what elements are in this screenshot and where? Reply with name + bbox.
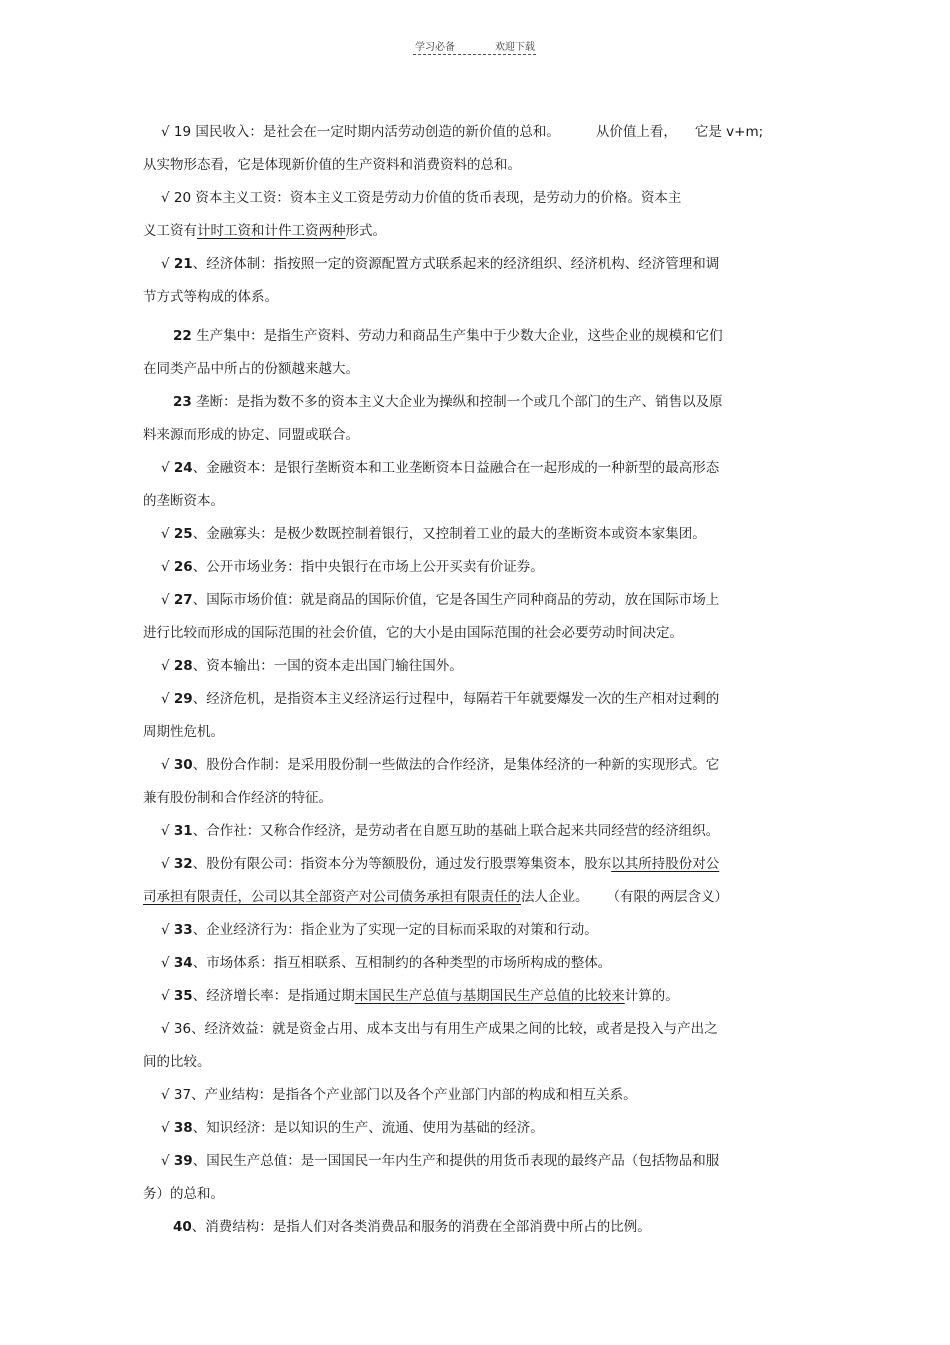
entry-text: 、经济体制：指按照一定的资源配置方式联系起来的经济组织、经济机构、经济管理和调: [192, 256, 720, 272]
entry-22-line-2: 在同类产品中所占的份额越来越大。: [143, 361, 359, 377]
check-mark: √: [161, 757, 174, 773]
entry-number: 34: [173, 955, 193, 971]
entry-26-line-1: [143, 551, 803, 584]
entry-number: 23: [173, 394, 192, 410]
entry-30-line-1: [143, 749, 803, 782]
entry-text: 、经济危机，是指资本主义经济运行过程中，每隔若干年就要爆发一次的生产相对过剩的: [192, 691, 720, 707]
entry-number: 35: [173, 988, 193, 1004]
entry-number: 39: [173, 1153, 193, 1169]
entry-number: 33: [173, 922, 193, 938]
entry-20-line-2: [143, 215, 803, 248]
entry-31-line-1: [143, 815, 803, 848]
entry-21-line-1: [143, 248, 803, 281]
check-mark: √: [161, 559, 174, 575]
entry-25-line-1: [143, 518, 803, 551]
entry-24-line-1: [143, 452, 803, 485]
entry-21-line-2: 节方式等构成的体系。: [143, 289, 278, 305]
entry-number: 29: [173, 691, 193, 707]
entry-text: 、企业经济行为：指企业为了实现一定的目标而采取的对策和行动。: [192, 922, 598, 938]
entry-text: 生产集中：是指生产资料、劳动力和商品生产集中于少数大企业，这些企业的规模和它们: [191, 328, 723, 344]
entry-text: 、消费结构：是指人们对各类消费品和服务的消费在全部消费中所占的比例。: [191, 1219, 651, 1235]
check-mark: √: [161, 1153, 174, 1169]
entry-number: 22: [173, 328, 192, 344]
underlined-text: 以其所持股份对公: [611, 856, 720, 872]
header-right-text: 欢迎下载: [495, 42, 535, 53]
entry-22-line-1: [143, 320, 803, 353]
check-mark: √: [161, 823, 174, 839]
entry-text: 、公开市场业务：指中央银行在市场上公开买卖有价证券。: [192, 559, 544, 575]
entry-text: 、市场体系：指互相联系、互相制约的各种类型的市场所构成的整体。: [192, 955, 612, 971]
entry-text: 法人企业。: [521, 889, 589, 905]
entry-text: 它是: [694, 124, 722, 140]
entry-number: 40: [173, 1219, 192, 1235]
entry-text: 从价值上看，: [595, 124, 677, 140]
entry-text: 、股份合作制：是采用股份制一些做法的合作经济，是集体经济的一种新的实现形式。它: [192, 757, 720, 773]
entry-number: 21: [173, 256, 193, 272]
check-mark: √: [161, 658, 174, 674]
entry-32-line-1: [143, 848, 803, 881]
entry-36-line-1: √ 36、经济效益：就是资金占用、成本支出与有用生产成果之间的比较，或者是投入与产出之: [161, 1021, 718, 1037]
entry-38-line-1: [143, 1112, 803, 1145]
entry-32-line-2: [143, 881, 803, 914]
entry-text: 、知识经济：是以知识的生产、流通、使用为基础的经济。: [192, 1120, 544, 1136]
document-body: [143, 116, 803, 1244]
entry-29-line-2: 周期性危机。: [143, 724, 224, 740]
underlined-text: 末国民生产总值与基期国民生产总值的比较来: [354, 988, 625, 1004]
entry-40-line-1: [143, 1211, 803, 1244]
entry-19-line-2: 从实物形态看，它是体现新价值的生产资料和消费资料的总和。: [143, 157, 521, 173]
entry-34-line-1: [143, 947, 803, 980]
entry-number: 38: [173, 1120, 193, 1136]
entry-23-line-2: 料来源而形成的协定、同盟或联合。: [143, 427, 359, 443]
entry-text: 形式。: [345, 223, 386, 239]
entry-33-line-1: [143, 914, 803, 947]
entry-24-line-2: 的垄断资本。: [143, 493, 224, 509]
entry-text: 、金融寡头：是极少数既控制着银行，又控制着工业的最大的垄断资本或资本家集团。: [192, 526, 706, 542]
entry-number: 30: [173, 757, 193, 773]
entry-number: 28: [173, 658, 193, 674]
entry-number: 27: [173, 592, 193, 608]
entry-text: v+m;: [726, 124, 764, 140]
entry-text: √ 19 国民收入：是社会在一定时期内活劳动创造的新价值的总和。: [161, 124, 560, 140]
entry-36-line-2: 间的比较。: [143, 1054, 211, 1070]
entry-text: 义工资有: [143, 223, 197, 239]
check-mark: √: [161, 856, 174, 872]
entry-text: 垄断：是指为数不多的资本主义大企业为操纵和控制一个或几个部门的生产、销售以及原: [191, 394, 723, 410]
check-mark: √: [161, 988, 174, 1004]
entry-39-line-2: 务）的总和。: [143, 1186, 224, 1202]
entry-text: 、金融资本：是银行垄断资本和工业垄断资本日益融合在一起形成的一种新型的最高形态: [192, 460, 720, 476]
entry-number: 25: [173, 526, 193, 542]
entry-number: 32: [173, 856, 193, 872]
check-mark: √: [161, 592, 174, 608]
entry-27-line-1: [143, 584, 803, 617]
entry-23-line-1: [143, 386, 803, 419]
entry-text: 、国际市场价值：就是商品的国际价值，它是各国生产同种商品的劳动，放在国际市场上: [192, 592, 720, 608]
check-mark: √: [161, 691, 174, 707]
check-mark: √: [161, 256, 174, 272]
check-mark: √: [161, 955, 174, 971]
entry-text: 、合作社：又称合作经济，是劳动者在自愿互助的基础上联合起来共同经营的经济组织。: [192, 823, 720, 839]
entry-number: 24: [173, 460, 193, 476]
check-mark: √: [161, 922, 174, 938]
check-mark: √: [161, 1120, 174, 1136]
entry-19-line-1: [143, 116, 803, 149]
header-dashed-rule: [413, 54, 536, 55]
entry-39-line-1: [143, 1145, 803, 1178]
entry-number: 26: [173, 559, 193, 575]
entry-text: 、国民生产总值：是一国国民一年内生产和提供的用货币表现的最终产品（包括物品和服: [192, 1153, 720, 1169]
entry-28-line-1: [143, 650, 803, 683]
header-left-text: 学习必备: [415, 42, 455, 53]
check-mark: √: [161, 460, 174, 476]
underlined-text: 计时工资和计件工资两种: [197, 223, 346, 239]
entry-text: 、股份有限公司：指资本分为等额股份，通过发行股票筹集资本，股东: [192, 856, 612, 872]
check-mark: √: [161, 526, 174, 542]
entry-27-line-2: 进行比较而形成的国际范围的社会价值，它的大小是由国际范围的社会必要劳动时间决定。: [143, 625, 683, 641]
entry-37-line-1: √ 37、产业结构：是指各个产业部门以及各个产业部门内部的构成和相互关系。: [161, 1087, 637, 1103]
underlined-text: 司承担有限责任，公司以其全部资产对公司债务承担有限责任的: [143, 889, 521, 905]
entry-note: （有限的两层含义）: [606, 889, 728, 905]
entry-text: 、资本输出：一国的资本走出国门输往国外。: [192, 658, 463, 674]
entry-number: 31: [173, 823, 193, 839]
entry-35-line-1: [143, 980, 803, 1013]
entry-20-line-1: √ 20 资本主义工资：资本主义工资是劳动力价值的货币表现，是劳动力的价格。资本主: [161, 190, 682, 206]
entry-text: 、经济增长率：是指通过期: [192, 988, 355, 1004]
entry-30-line-2: 兼有股份制和合作经济的特征。: [143, 790, 332, 806]
entry-text: 计算的。: [624, 988, 679, 1004]
entry-29-line-1: [143, 683, 803, 716]
